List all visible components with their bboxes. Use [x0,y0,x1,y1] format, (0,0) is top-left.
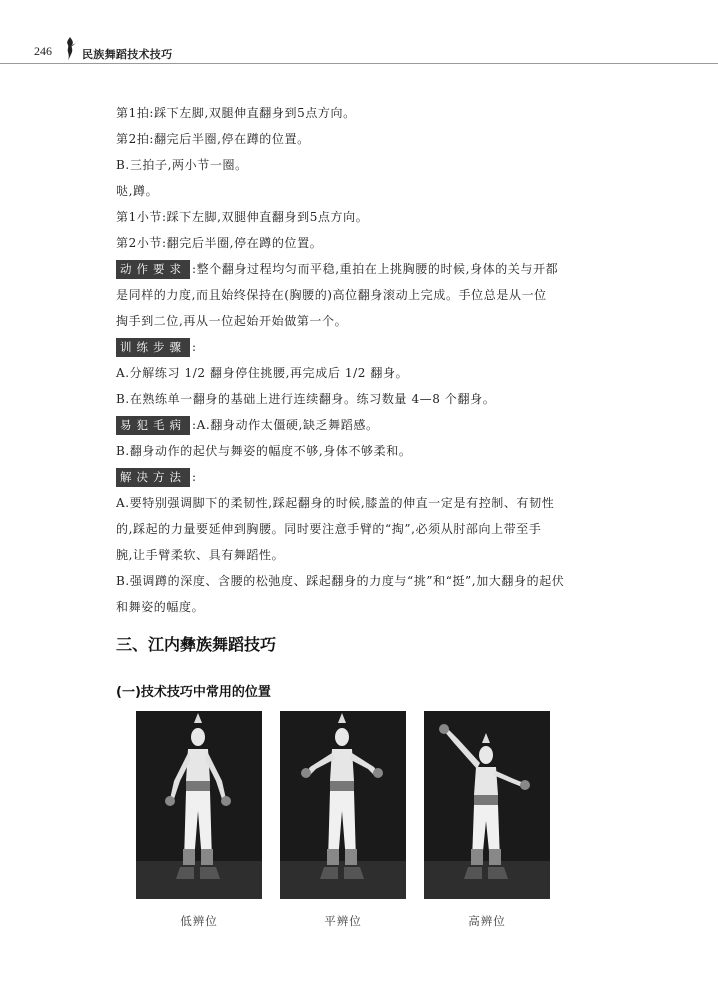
action-requirements-text: :整个翻身过程均匀而平稳,重拍在上挑胸腰的时候,身体的关与开都 [192,262,559,276]
dancer-photo-low [136,711,262,899]
paragraph-line: B.在熟练单一翻身的基础上进行连续翻身。练习数量 4—8 个翻身。 [116,392,496,406]
paragraph-line: B.翻身动作的起伏与舞姿的幅度不够,身体不够柔和。 [116,444,412,458]
common-errors-text: :A.翻身动作太僵硬,缺乏舞蹈感。 [192,418,379,432]
paragraph-line: 第1小节:踩下左脚,双腿伸直翻身到5点方向。 [116,210,369,224]
paragraph-line: 第2小节:翻完后半圈,停在蹲的位置。 [116,236,323,250]
paragraph-line: B.强调蹲的深度、含腰的松弛度、踩起翻身的力度与“挑”和“挺”,加大翻身的起伏 [116,574,565,588]
book-title: 民族舞蹈技术技巧 [82,48,173,61]
dancer-photo-high [424,711,550,899]
paragraph-line: 的,踩起的力量要延伸到胸腰。同时要注意手臂的“掏”,必须从肘部向上带至手 [116,522,542,536]
paragraph-line: A.分解练习 1/2 翻身停住挑腰,再完成后 1/2 翻身。 [116,366,409,380]
common-errors [116,412,596,438]
paragraph-line: 腕,让手臂柔软、具有舞蹈性。 [116,548,285,562]
dancer-logo-icon [60,36,80,62]
solutions-tag: 解决方法 [116,468,190,487]
paragraph-line: 第1拍:踩下左脚,双腿伸直翻身到5点方向。 [116,106,356,120]
paragraph-line: 和舞姿的幅度。 [116,600,205,614]
paragraph-line: 掏手到二位,再从一位起始开始做第一个。 [116,314,348,328]
subsection-title: (一)技术技巧中常用的位置 [116,685,271,700]
page-header [0,0,718,70]
solutions-text: : [192,470,197,484]
paragraph-line: A.要特别强调脚下的柔韧性,踩起翻身的时候,膝盖的伸直一定是有控制、有韧性 [116,496,555,510]
paragraph-line: 第2拍:翻完后半圈,停在蹲的位置。 [116,132,310,146]
section-title: 三、江内彝族舞蹈技巧 [116,635,277,654]
figure-caption: 高辨位 [468,914,506,928]
training-steps-tag: 训练步骤 [116,338,190,357]
paragraph-line: B.三拍子,两小节一圈。 [116,158,248,172]
dancer-photo-level [280,711,406,899]
paragraph-line: 哒,蹲。 [116,184,159,198]
header-divider [0,63,718,64]
figure-caption: 低辨位 [180,914,218,928]
body-text [116,100,596,620]
training-steps-text: : [192,340,197,354]
figure-caption: 平辨位 [324,914,362,928]
paragraph-line: 是同样的力度,而且始终保持在(胸腰的)高位翻身滚动上完成。手位总是从一位 [116,288,547,302]
training-steps [116,334,596,360]
common-errors-tag: 易犯毛病 [116,416,190,435]
action-requirements-tag: 动作要求 [116,260,190,279]
solutions [116,464,596,490]
page-number: 246 [34,44,52,58]
action-requirements [116,256,596,282]
